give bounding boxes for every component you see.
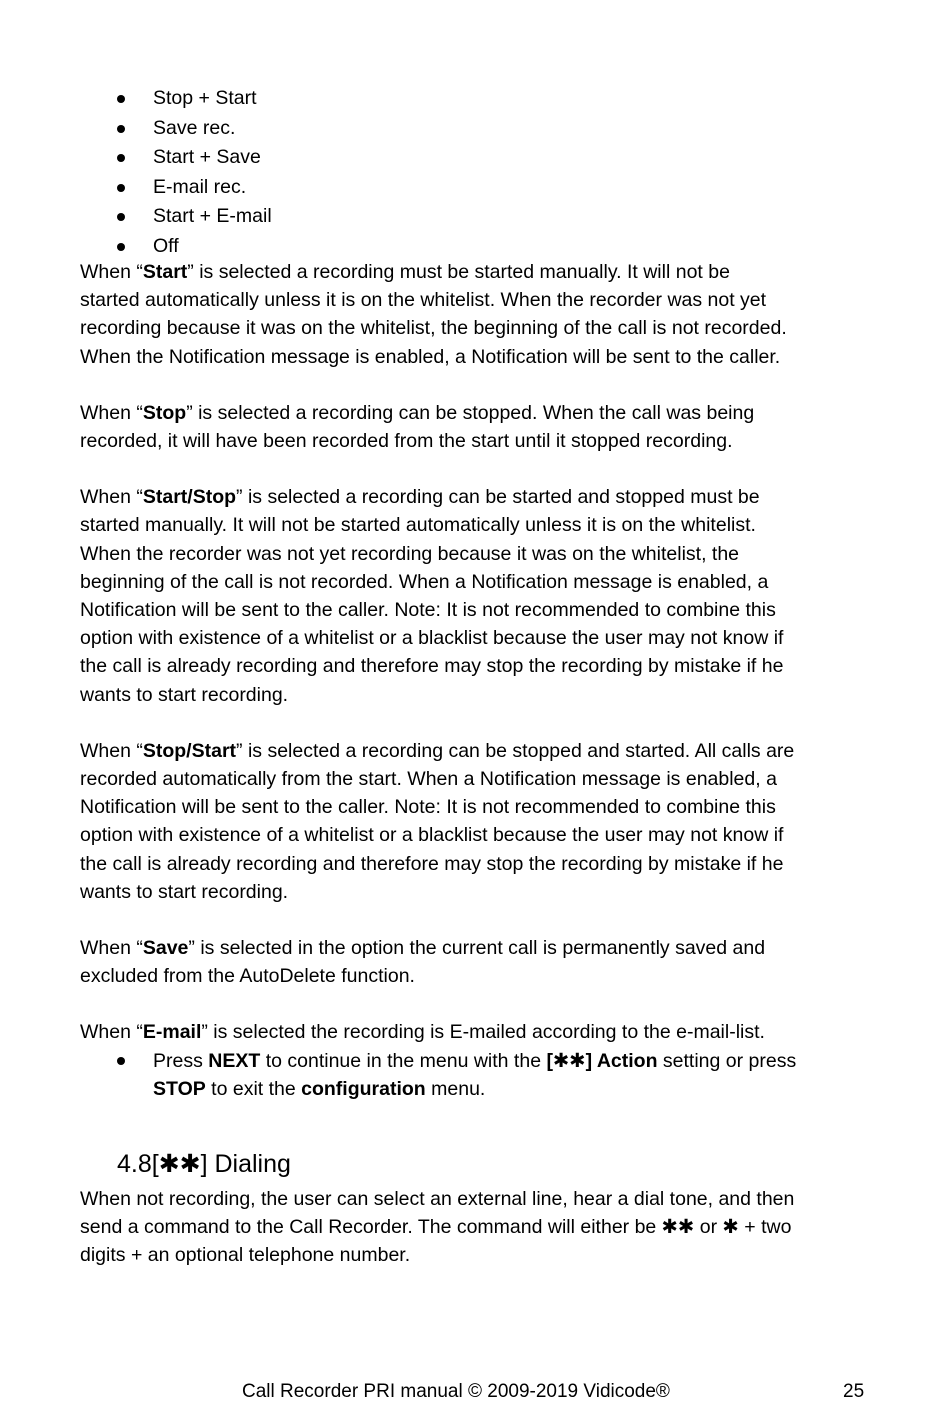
stop-start-paragraph: When “Stop/Start” is selected a recording can be stopped and started. All calls are recorded automatically from the start. When a Notification message is enabled, a Notification will be sent to the caller. Note: It is not recommended to combine this option with existence of a whitelist or a blacklist because the user may not know if the call is already recording and therefore may stop the recording by mistake if he wants to start recording.: [80, 739, 795, 903]
bullet-icon: [117, 1057, 125, 1065]
start-stop-paragraph: When “Start/Stop” is selected a recording can be started and stopped must be started manually. It will not be started automatically unless it is on the whitelist. When the recorder was not yet recording because it was on the whitelist, the beginning of the call is not recorded. When a Notification message is enabled, a Notification will be sent to the caller. Note: It is not recommended to combine this option with existence of a whitelist or a blacklist because the user may not know if the call is already recording and therefore may stop the recording by mistake if he wants to start recording.: [80, 486, 784, 706]
footer-text: Call Recorder PRI manual © 2009-2019 Vidicode®: [242, 1381, 670, 1402]
page-footer: [0, 1381, 950, 1407]
list-item: E-mail rec.: [80, 173, 880, 203]
stop-paragraph: When “Stop” is selected a recording can be stopped. When the call was being recorded, it will have been recorded from the start until it stopped recording.: [80, 401, 755, 453]
bullet-icon: [117, 95, 125, 103]
list-item: Start + E-mail: [80, 202, 880, 232]
bullet-icon: [117, 184, 125, 192]
list-item: Press NEXT to continue in the menu with the [✱✱] Action setting or press STOP to exit the configuration menu.: [80, 1047, 880, 1103]
note-list: [80, 1047, 880, 1103]
start-paragraph: When “Start” is selected a recording must be started manually. It will not be started automatically unless it is on the whitelist. When the recorder was not yet recording because it was on the whitelist, the beginning of the call is not recorded. When the Notification message is enabled, a Notification will be sent to the caller.: [80, 261, 787, 368]
bullet-icon: [117, 213, 125, 221]
bullet-icon: [117, 154, 125, 162]
bullet-icon: [117, 125, 125, 133]
list-item: Save rec.: [80, 114, 880, 144]
option-list: [80, 84, 880, 261]
list-item: Stop + Start: [80, 84, 880, 114]
dialing-paragraph: When not recording, the user can select an external line, hear a dial tone, and then send a command to the Call Recorder. The command will either be ✱✱ or ✱ + two digits + an optional telephone number.: [80, 1188, 795, 1267]
bullet-icon: [117, 243, 125, 251]
save-paragraph: When “Save” is selected in the option the current call is permanently saved and excluded from the AutoDelete function.: [80, 937, 766, 988]
document-page: [80, 84, 880, 1298]
section-heading: 4.8[✱✱] Dialing: [117, 1150, 291, 1179]
list-item: Start + Save: [80, 143, 880, 173]
page-number: 25: [843, 1381, 865, 1402]
email-paragraph: When “E-mail” is selected the recording is E-mailed according to the e-mail-list.: [80, 1021, 765, 1044]
list-item: Off: [80, 232, 880, 262]
